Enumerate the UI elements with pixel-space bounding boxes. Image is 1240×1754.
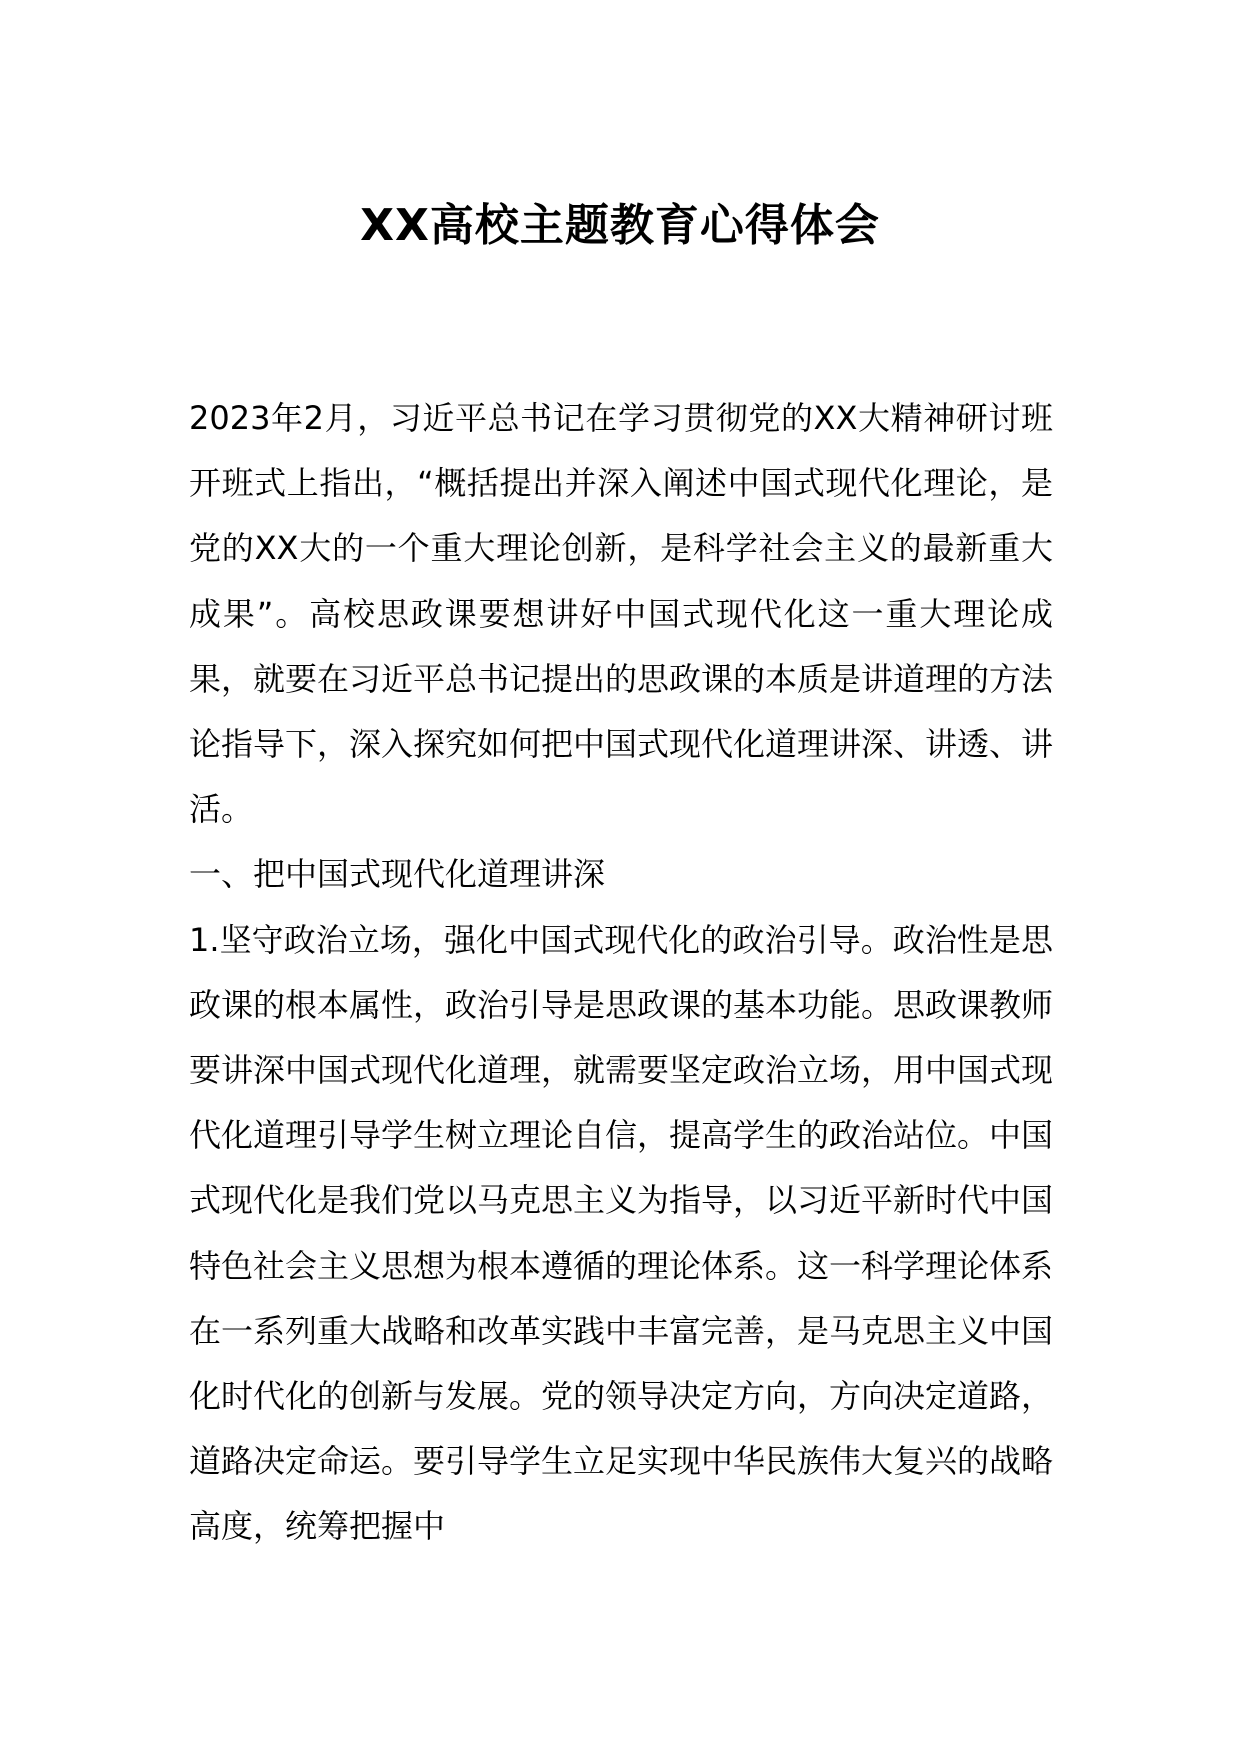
section-paragraph: 1.坚守政治立场，强化中国式现代化的政治引导。政治性是思政课的根本属性，政治引导是思政课的基本功能。思政课教师要讲深中国式现代化道理，就需要坚定政治立场，用中国式现代化道理引导学生树立理论自信，提高学生的政治站位。中国式现代化是我们党以马克思主义为指导，以习近平新时代中国特色社会主义思想为根本遵循的理论体系。这一科学理论体系在一系列重大战略和改革实践中丰富完善，是马克思主义中国化时代化的创新与发展。党的领导决定方向，方向决定道路，道路决定命运。要引导学生立足实现中华民族伟大复兴的战略高度，统筹把握中	[189, 920, 1054, 1546]
document-title: XX高校主题教育心得体会	[360, 200, 880, 251]
document-body	[189, 386, 1053, 1560]
section-heading: 一、把中国式现代化道理讲深	[189, 855, 606, 894]
intro-paragraph: 2023年2月，习近平总书记在学习贯彻党的XX大精神研讨班开班式上指出，“概括提出并深入阐述中国式现代化理论，是党的XX大的一个重大理论创新，是科学社会主义的最新重大成果”。高校思政课要想讲好中国式现代化这一重大理论成果，就要在习近平总书记提出的思政课的本质是讲道理的方法论指导下，深入探究如何把中国式现代化道理讲深、讲透、讲活。	[189, 399, 1054, 829]
